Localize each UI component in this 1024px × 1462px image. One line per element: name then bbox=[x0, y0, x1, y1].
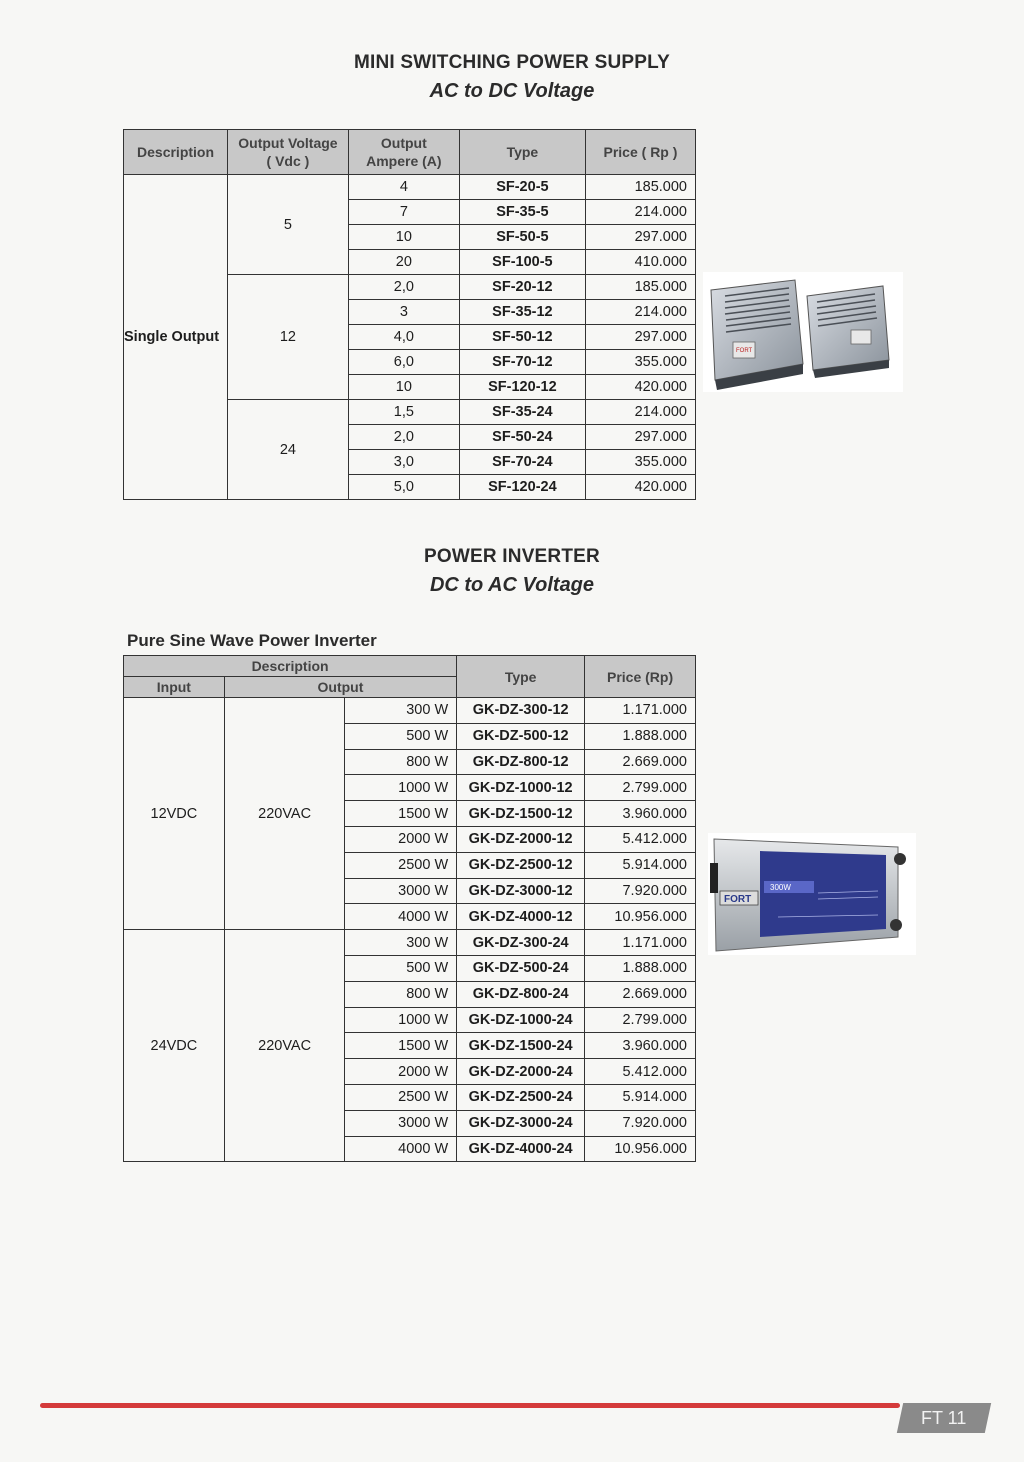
output-ampere-cell: 5,0 bbox=[348, 475, 459, 500]
price-cell: 2.669.000 bbox=[585, 749, 696, 775]
type-cell: GK-DZ-300-12 bbox=[457, 698, 585, 724]
wattage-cell: 800 W bbox=[345, 749, 457, 775]
output-ampere-cell: 3,0 bbox=[348, 450, 459, 475]
price-cell: 420.000 bbox=[585, 375, 695, 400]
inverter-price-table bbox=[123, 655, 696, 1162]
inverter-section-title: POWER INVERTER bbox=[424, 546, 600, 567]
type-cell: SF-35-5 bbox=[459, 200, 585, 225]
type-cell: SF-70-12 bbox=[459, 350, 585, 375]
header-output-voltage: Output Voltage ( Vdc ) bbox=[228, 130, 349, 175]
price-cell: 7.920.000 bbox=[585, 878, 696, 904]
wattage-cell: 300 W bbox=[345, 698, 457, 724]
wattage-cell: 1500 W bbox=[345, 1033, 457, 1059]
type-cell: SF-100-5 bbox=[459, 250, 585, 275]
type-cell: SF-20-12 bbox=[459, 275, 585, 300]
price-cell: 355.000 bbox=[585, 350, 695, 375]
output-cell: 220VAC bbox=[224, 698, 345, 930]
type-cell: GK-DZ-300-24 bbox=[457, 930, 585, 956]
wattage-cell: 1500 W bbox=[345, 801, 457, 827]
type-cell: GK-DZ-2000-24 bbox=[457, 1059, 585, 1085]
header-type: Type bbox=[459, 130, 585, 175]
output-cell: 220VAC bbox=[224, 930, 345, 1162]
price-cell: 2.669.000 bbox=[585, 981, 696, 1007]
input-cell: 12VDC bbox=[124, 698, 225, 930]
price-cell: 297.000 bbox=[585, 425, 695, 450]
price-cell: 214.000 bbox=[585, 200, 695, 225]
output-ampere-cell: 7 bbox=[348, 200, 459, 225]
wattage-cell: 2000 W bbox=[345, 1059, 457, 1085]
price-cell: 1.171.000 bbox=[585, 930, 696, 956]
price-cell: 10.956.000 bbox=[585, 904, 696, 930]
psu-section-title: MINI SWITCHING POWER SUPPLY bbox=[353, 52, 671, 73]
price-cell: 3.960.000 bbox=[585, 1033, 696, 1059]
price-cell: 5.412.000 bbox=[585, 1059, 696, 1085]
output-ampere-cell: 2,0 bbox=[348, 275, 459, 300]
switching-power-supply-photo bbox=[703, 272, 903, 392]
price-cell: 2.799.000 bbox=[585, 775, 696, 801]
wattage-cell: 2500 W bbox=[345, 852, 457, 878]
price-cell: 5.914.000 bbox=[585, 852, 696, 878]
table-row bbox=[124, 175, 696, 200]
price-cell: 1.171.000 bbox=[585, 698, 696, 724]
table-row bbox=[124, 698, 696, 724]
price-cell: 185.000 bbox=[585, 275, 695, 300]
psu-brand-label: FORT bbox=[736, 348, 753, 354]
type-cell: GK-DZ-2500-12 bbox=[457, 852, 585, 878]
type-cell: SF-50-24 bbox=[459, 425, 585, 450]
price-cell: 1.888.000 bbox=[585, 955, 696, 981]
wattage-cell: 300 W bbox=[345, 930, 457, 956]
type-cell: SF-50-5 bbox=[459, 225, 585, 250]
inverter-section-subtitle: DC to AC Voltage bbox=[429, 574, 595, 596]
wattage-cell: 800 W bbox=[345, 981, 457, 1007]
price-cell: 355.000 bbox=[585, 450, 695, 475]
price-cell: 2.799.000 bbox=[585, 1007, 696, 1033]
output-ampere-cell: 4 bbox=[348, 175, 459, 200]
type-cell: GK-DZ-500-12 bbox=[457, 723, 585, 749]
page-number-badge: FT 11 bbox=[897, 1403, 991, 1433]
output-voltage-cell: 24 bbox=[228, 400, 349, 500]
header-description: Description bbox=[124, 130, 228, 175]
input-cell: 24VDC bbox=[124, 930, 225, 1162]
output-voltage-cell: 12 bbox=[228, 275, 349, 400]
wattage-cell: 500 W bbox=[345, 955, 457, 981]
header-price: Price ( Rp ) bbox=[585, 130, 695, 175]
wattage-cell: 3000 W bbox=[345, 878, 457, 904]
output-ampere-cell: 10 bbox=[348, 375, 459, 400]
header-type: Type bbox=[457, 656, 585, 698]
type-cell: GK-DZ-1500-24 bbox=[457, 1033, 585, 1059]
wattage-cell: 2000 W bbox=[345, 826, 457, 852]
type-cell: GK-DZ-2500-24 bbox=[457, 1084, 585, 1110]
type-cell: GK-DZ-2000-12 bbox=[457, 826, 585, 852]
header-output-ampere: Output Ampere (A) bbox=[348, 130, 459, 175]
output-ampere-cell: 6,0 bbox=[348, 350, 459, 375]
type-cell: GK-DZ-800-24 bbox=[457, 981, 585, 1007]
type-cell: GK-DZ-4000-12 bbox=[457, 904, 585, 930]
price-cell: 3.960.000 bbox=[585, 801, 696, 827]
header-input: Input bbox=[124, 677, 225, 698]
price-cell: 214.000 bbox=[585, 300, 695, 325]
output-ampere-cell: 3 bbox=[348, 300, 459, 325]
price-cell: 7.920.000 bbox=[585, 1110, 696, 1136]
description-cell: Single Output bbox=[124, 175, 228, 500]
price-cell: 297.000 bbox=[585, 325, 695, 350]
type-cell: SF-35-12 bbox=[459, 300, 585, 325]
wattage-cell: 1000 W bbox=[345, 1007, 457, 1033]
type-cell: SF-120-12 bbox=[459, 375, 585, 400]
type-cell: SF-120-24 bbox=[459, 475, 585, 500]
wattage-cell: 4000 W bbox=[345, 904, 457, 930]
output-ampere-cell: 20 bbox=[348, 250, 459, 275]
price-cell: 420.000 bbox=[585, 475, 695, 500]
inverter-watt-label: 300W bbox=[770, 883, 791, 892]
type-cell: GK-DZ-3000-24 bbox=[457, 1110, 585, 1136]
type-cell: GK-DZ-800-12 bbox=[457, 749, 585, 775]
output-ampere-cell: 10 bbox=[348, 225, 459, 250]
footer-divider bbox=[40, 1403, 900, 1408]
wattage-cell: 1000 W bbox=[345, 775, 457, 801]
wattage-cell: 4000 W bbox=[345, 1136, 457, 1162]
header-description: Description bbox=[124, 656, 457, 677]
psu-price-table bbox=[123, 129, 696, 500]
price-cell: 5.412.000 bbox=[585, 826, 696, 852]
type-cell: GK-DZ-1000-24 bbox=[457, 1007, 585, 1033]
type-cell: GK-DZ-1000-12 bbox=[457, 775, 585, 801]
price-cell: 214.000 bbox=[585, 400, 695, 425]
output-voltage-cell: 5 bbox=[228, 175, 349, 275]
type-cell: GK-DZ-500-24 bbox=[457, 955, 585, 981]
price-cell: 1.888.000 bbox=[585, 723, 696, 749]
type-cell: SF-35-24 bbox=[459, 400, 585, 425]
wattage-cell: 500 W bbox=[345, 723, 457, 749]
price-cell: 10.956.000 bbox=[585, 1136, 696, 1162]
header-price: Price (Rp) bbox=[585, 656, 696, 698]
type-cell: SF-50-12 bbox=[459, 325, 585, 350]
output-ampere-cell: 4,0 bbox=[348, 325, 459, 350]
type-cell: SF-70-24 bbox=[459, 450, 585, 475]
price-cell: 185.000 bbox=[585, 175, 695, 200]
price-cell: 297.000 bbox=[585, 225, 695, 250]
psu-section-subtitle: AC to DC Voltage bbox=[429, 80, 595, 102]
type-cell: SF-20-5 bbox=[459, 175, 585, 200]
inverter-subheading: Pure Sine Wave Power Inverter bbox=[127, 631, 377, 650]
type-cell: GK-DZ-3000-12 bbox=[457, 878, 585, 904]
price-cell: 410.000 bbox=[585, 250, 695, 275]
wattage-cell: 3000 W bbox=[345, 1110, 457, 1136]
price-cell: 5.914.000 bbox=[585, 1084, 696, 1110]
header-output: Output bbox=[224, 677, 456, 698]
wattage-cell: 2500 W bbox=[345, 1084, 457, 1110]
type-cell: GK-DZ-1500-12 bbox=[457, 801, 585, 827]
power-inverter-photo bbox=[708, 833, 916, 955]
output-ampere-cell: 1,5 bbox=[348, 400, 459, 425]
inverter-brand-label: FORT bbox=[724, 894, 752, 905]
output-ampere-cell: 2,0 bbox=[348, 425, 459, 450]
table-row bbox=[124, 930, 696, 956]
type-cell: GK-DZ-4000-24 bbox=[457, 1136, 585, 1162]
